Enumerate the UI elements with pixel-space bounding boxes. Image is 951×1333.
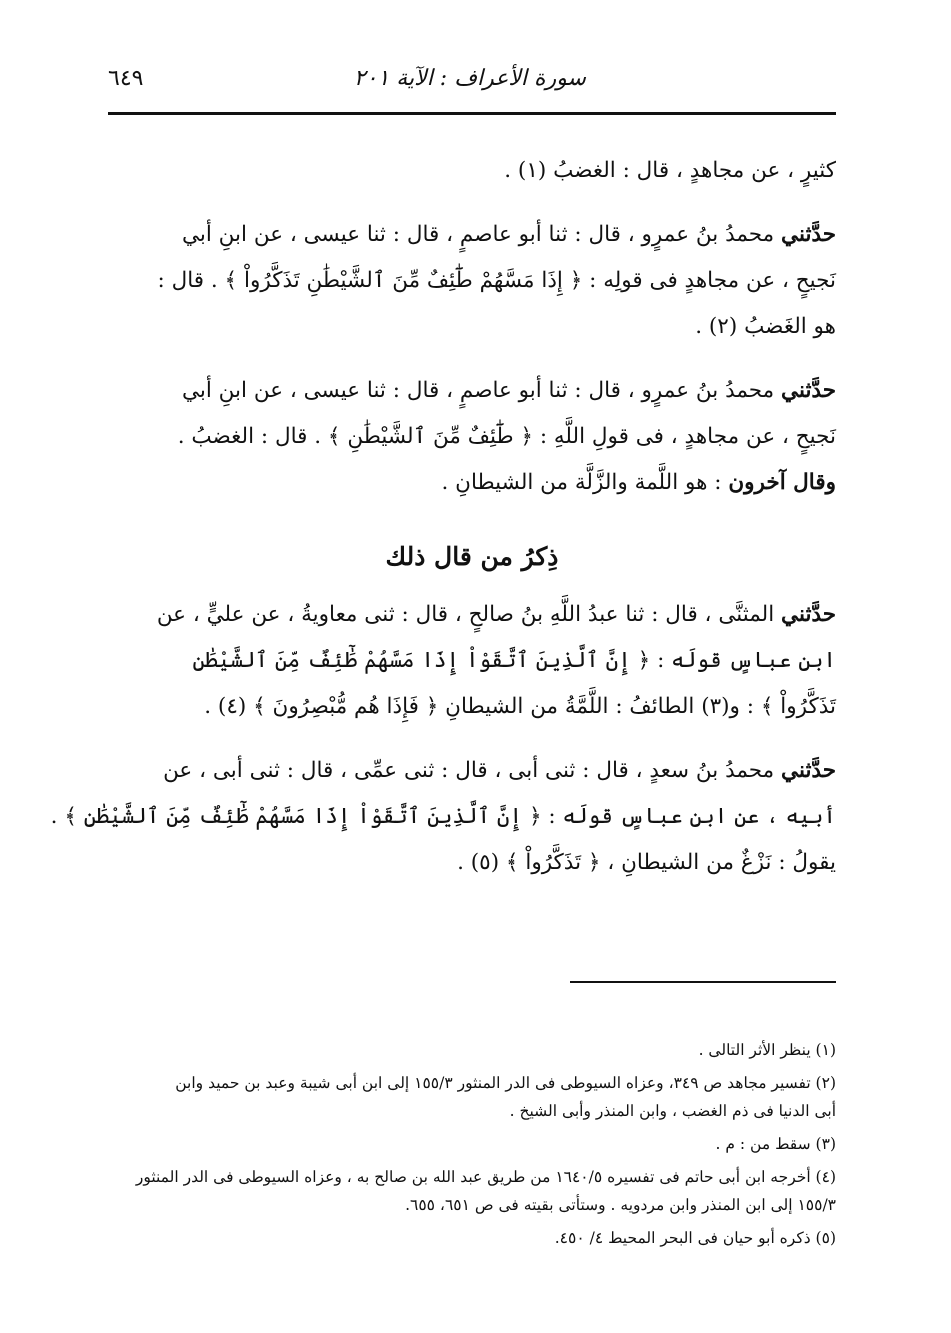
paragraph — [108, 368, 836, 506]
footnote — [108, 1069, 836, 1125]
footnote — [108, 1163, 836, 1219]
lead-word: حدَّثني — [781, 602, 836, 627]
text-line — [108, 638, 836, 684]
footnote-line: (٥) ذكره أبو حيان فى البحر المحيط ٤/ ٤٥٠. — [554, 1229, 836, 1247]
footnote-line: ١٥٥/٣ إلى ابن المنذر وابن مردويه . وستأتى بقيته فى ص ٦٥١، ٦٥٥. — [405, 1196, 836, 1214]
line-text: أبيه ، عن ابنِ عباسٍ قولَه : ﴿ إِنَّ ٱلَّذِينَ ٱتَّقَوْاْ إِذَا مَسَّهُمْ طَٰٓئِفٌ مِّنَ ٱلشَّيْطَٰنِ ﴾ . — [50, 804, 836, 829]
line-text: ابنِ عباسٍ قولَه : ﴿ إِنَّ ٱلَّذِينَ ٱتَّقَوْاْ إِذَا مَسَّهُمْ طَٰٓئِفٌ مِّنَ ٱلشَّيْطَٰنِ — [192, 648, 836, 673]
text-line — [108, 368, 836, 414]
text-line — [108, 684, 836, 730]
line-text: نَجيحٍ ، عن مجاهدٍ فى قولِه : ﴿ إِذَا مَسَّهُمْ طَٰٓئِفٌ مِّنَ ٱلشَّيْطَٰنِ تَذَكَّرُواْ ﴾ . قال : — [157, 268, 836, 293]
running-header — [108, 64, 836, 104]
line-text: : هو اللَّمة والزَّلَّة من الشيطانِ . — [441, 470, 729, 495]
text-line — [108, 258, 836, 304]
text-line — [108, 414, 836, 460]
footnote — [108, 1130, 836, 1158]
header-rule — [108, 112, 836, 115]
line-text: محمدُ بنُ عمرٍو ، قال : ثنا أبو عاصمٍ ، قال : ثنا عيسى ، عن ابنِ أبي — [181, 222, 782, 247]
text-line — [108, 840, 836, 886]
footnote-rule — [570, 981, 836, 983]
line-text: يقولُ : نَزْغٌ من الشيطانِ ، ﴿ تَذَكَّرُواْ ﴾ (٥) . — [457, 850, 836, 875]
footnote-line: (١) ينظر الأثر التالى . — [698, 1041, 836, 1059]
line-text: المثنَّى ، قال : ثنا عبدُ اللَّهِ بنُ صالحٍ ، قال : ثنى معاويةُ ، عن عليٍّ ، عن — [156, 602, 782, 627]
running-header-title: سورة الأعراف : الآية ٢٠١ — [353, 66, 586, 91]
footnote-line: (٣) سقط من : م . — [715, 1135, 836, 1153]
line-text: محمدُ بنُ سعدٍ ، قال : ثنى أبى ، قال : ثنى عمِّى ، قال : ثنى أبى ، عن — [163, 758, 782, 783]
line-text: نَجيحٍ ، عن مجاهدٍ ، فى قولِ اللَّهِ : ﴿ طَٰٓئِفٌ مِّنَ ٱلشَّيْطَٰنِ ﴾ . قال : الغضبُ . — [177, 424, 836, 449]
text-line — [108, 592, 836, 638]
page-number: ٦٤٩ — [108, 66, 144, 91]
paragraph — [108, 212, 836, 350]
lead-word: وقال آخرون — [728, 470, 836, 495]
paragraph — [108, 148, 836, 194]
paragraph — [50, 748, 836, 886]
footnote-line: (٤) أخرجه ابن أبى حاتم فى تفسيره ١٦٤٠/٥ من طريق عبد الله بن صالح به ، وعزاه السيوطى فى الدر المنثور — [135, 1168, 836, 1186]
lead-word: حدَّثني — [781, 758, 836, 783]
footnotes — [108, 1036, 836, 1257]
lead-word: حدَّثني — [781, 222, 836, 247]
text-line — [108, 304, 836, 350]
section-heading: ذِكرُ من قال ذلك — [385, 542, 559, 571]
main-text — [50, 148, 836, 904]
text-line — [108, 748, 836, 794]
line-text: كثيرٍ ، عن مجاهدٍ ، قال : الغضبُ (١) . — [504, 158, 836, 183]
line-text: محمدُ بنُ عمرٍو ، قال : ثنا أبو عاصمٍ ، قال : ثنا عيسى ، عن ابنِ أبي — [181, 378, 782, 403]
footnote — [108, 1036, 836, 1064]
text-line — [50, 794, 836, 840]
footnote — [108, 1224, 836, 1252]
footnote-line: أبى الدنيا فى ذم الغضب ، وابن المنذر وأبى الشيخ . — [509, 1102, 836, 1120]
footnote-line: (٢) تفسير مجاهد ص ٣٤٩، وعزاه السيوطى فى الدر المنثور ١٥٥/٣ إلى ابن أبى شيبة وعبد بن حميد وابن — [175, 1074, 836, 1092]
lead-word: حدَّثني — [781, 378, 836, 403]
text-line — [108, 148, 836, 194]
line-text: تَذَكَّرُواْ ﴾ : و(٣) الطائفُ : اللَّمَّةُ من الشيطانِ ﴿ فَإِذَا هُم مُّبْصِرُونَ ﴾ (٤) . — [204, 694, 836, 719]
line-text: هو الغَضبُ (٢) . — [695, 314, 836, 339]
text-line — [108, 460, 836, 506]
paragraph — [108, 592, 836, 730]
text-line — [108, 212, 836, 258]
